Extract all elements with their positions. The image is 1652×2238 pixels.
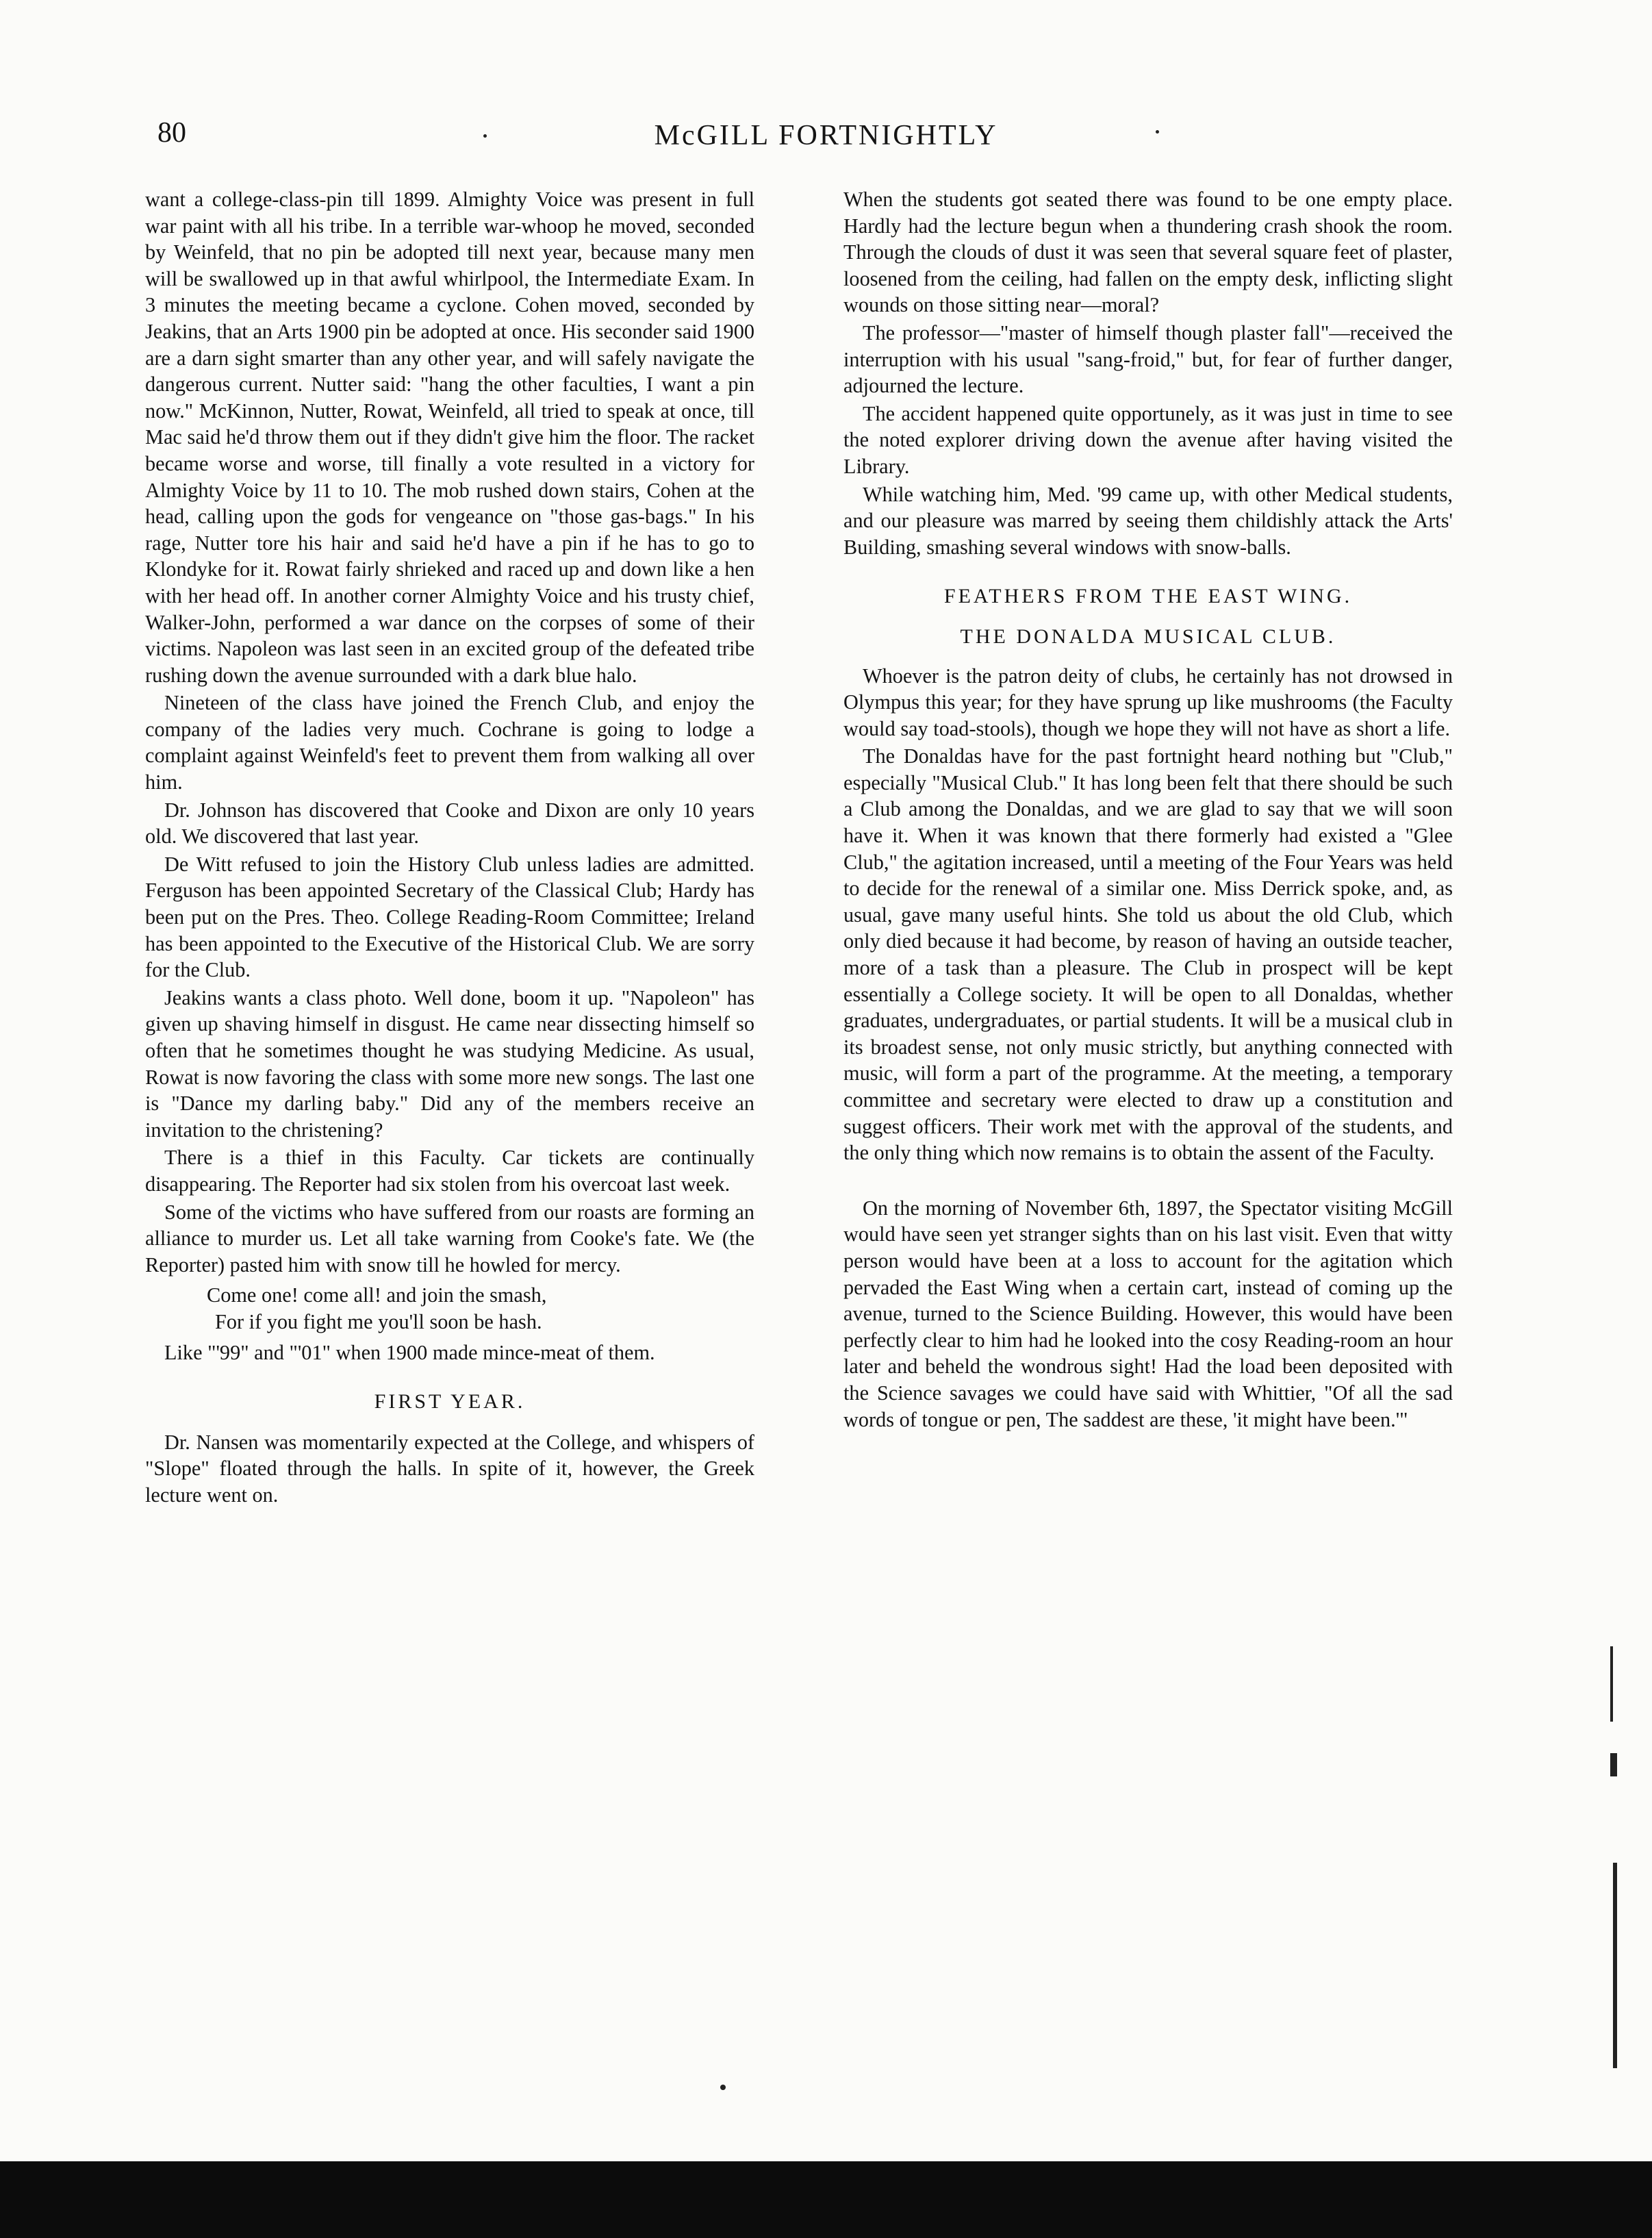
scan-margin-mark: [1610, 1753, 1617, 1776]
paragraph: There is a thief in this Faculty. Car tickets are continually disappearing. The Reporter had six stolen from his overcoat last week.: [145, 1146, 754, 1196]
paragraph: The accident happened quite opportunely, as it was just in time to see the noted explorer driving down the avenue after having visited the Library.: [843, 401, 1453, 478]
print-speck: [720, 2085, 726, 2090]
section-heading-first-year: FIRST YEAR.: [374, 1390, 526, 1413]
paragraph: De Witt refused to join the History Club unless ladies are admitted. Ferguson has been appointed Secretary of the Classical Club; Hardy has been put on the Pres. Theo. College Reading-Room Committee; Ireland has been appointed to the Executive of the Historical Club. We are sorry for the Club.: [145, 852, 754, 982]
paragraph: Nineteen of the class have joined the French Club, and enjoy the company of the ladies very much. Cochrane is going to lodge a complaint against Weinfeld's feet to prevent them from walking all over him.: [145, 691, 754, 794]
scan-margin-mark: [1610, 1646, 1613, 1722]
paragraph: Dr. Nansen was momentarily expected at the College, and whispers of "Slope" floated through the halls. In spite of it, however, the Greek lecture went on.: [145, 1430, 754, 1507]
scan-margin-mark: [1613, 1863, 1617, 2068]
paragraph: Whoever is the patron deity of clubs, he certainly has not drowsed in Olympus this year; for they have sprung up like mushrooms (the Faculty would say toad-stools), though we hope they will not have as short a life.: [843, 664, 1453, 740]
paragraph: When the students got seated there was found to be one empty place. Hardly had the lecture begun when a thundering crash shook the room. Through the clouds of dust it was seen that several square feet of plaster, loosened from the ceiling, had fallen on the empty desk, inflicting slight wounds on those sitting near—moral?: [843, 188, 1453, 317]
paragraph: Dr. Johnson has discovered that Cooke and Dixon are only 10 years old. We discovered that last year.: [145, 798, 754, 848]
page-header: [0, 116, 1652, 164]
running-head: McGILL FORTNIGHTLY: [654, 120, 998, 151]
paragraph: Jeakins wants a class photo. Well done, boom it up. "Napoleon" has given up shaving himself in disgust. He came near dissecting himself so often that he sometimes thought he was studying Medicine. As usual, Rowat is now favoring the class with some more new songs. The last one is "Dance my darling baby." Did any of the members receive an invitation to the christening?: [145, 985, 754, 1142]
paragraph: On the morning of November 6th, 1897, the Spectator visiting McGill would have seen yet stranger sights than on his last visit. Even that witty person would have been at a loss to account for the agitation which pervaded the East Wing when a certain cart, instead of coming up the avenue, turned to the Science Building. However, this would have been perfectly clear to him had he looked into the cosy Reading-room an hour later and beheld the wondrous sight! Had the load been deposited with the Science savages we could have said with Whittier, "Of all the sad words of tongue or pen, The saddest are these, 'it might have been.'": [843, 1196, 1453, 1431]
print-speck: [483, 134, 487, 138]
verse-line: Come one! come all! and join the smash,: [207, 1283, 547, 1307]
right-column: [843, 186, 1453, 1434]
paragraph: The Donaldas have for the past fortnight heard nothing but "Club," especially "Musical Club." It has long been felt that there should be such a Club among the Donaldas, and we are glad to say that we will soon have it. When it was known that there formerly had existed a "Glee Club," the agitation increased, until a meeting of the Four Years was held to decide for the renewal of a similar one. Miss Derrick spoke, and, as usual, gave many useful hints. She told us about the old Club, which only died because it had become, by reason of having an outside teacher, more of a task than a pleasure. The Club in prospect will be kept essentially a College society. It will be open to all Donaldas, whether graduates, undergraduates, or partial students. It will be a musical club in its broadest sense, not only music strictly, but anything connected with music, will form a part of the programme. At the meeting, a temporary committee and secretary were elected to draw up a constitution and suggest officers. Their work met with the approval of the students, and the only thing which now remains is to obtain the assent of the Faculty.: [843, 744, 1453, 1165]
page-number: 80: [157, 117, 186, 149]
paragraph: The professor—"master of himself though plaster fall"—received the interruption with his usual "sang-froid," but, for fear of further danger, adjourned the lecture.: [843, 320, 1453, 398]
left-column: [145, 186, 754, 1510]
paragraph: Like "'99" and "'01" when 1900 made mince-meat of them.: [164, 1340, 655, 1364]
verse: [145, 1282, 754, 1335]
paragraph: While watching him, Med. '99 came up, with other Medical students, and our pleasure was marred by seeing them childishly attack the Arts' Building, smashing several windows with snow-balls.: [843, 482, 1453, 559]
paragraph: want a college-class-pin till 1899. Almighty Voice was present in full war paint with all his tribe. In a terrible war-whoop he moved, seconded by Weinfeld, that no pin be adopted till next year, because many men will be swallowed up in that awful whirlpool, the Intermediate Exam. In 3 minutes the meeting became a cyclone. Cohen moved, seconded by Jeakins, that an Arts 1900 pin be adopted at once. His seconder said 1900 are a darn sight smarter than any other year, and will safely navigate the dangerous current. Nutter said: "hang the other faculties, I want a pin now." McKinnon, Nutter, Rowat, Weinfeld, all tried to speak at once, till Mac said he'd throw them out if they didn't give him the floor. The racket became worse and worse, till finally a vote resulted in a victory for Almighty Voice by 11 to 10. The mob rushed down stairs, Cohen at the head, calling upon the gods for vengeance on "those gas-bags." In his rage, Nutter tore his hair and said he'd have a pin if he has to go to Klondyke for it. Rowat fairly shrieked and raced up and down like a hen with her head off. In another corner Almighty Voice and his trusty chief, Walker-John, performed a war dance on the corpses of some of their victims. Napoleon was last seen in an excited group of the defeated tribe rushing down the avenue surrounded with a dark blue halo.: [145, 188, 754, 687]
verse-line: For if you fight me you'll soon be hash.: [215, 1309, 542, 1333]
section-heading-donalda: THE DONALDA MUSICAL CLUB.: [960, 625, 1336, 648]
scan-border-bar: [0, 2161, 1652, 2238]
spacer: [843, 1168, 1453, 1195]
print-speck: [1156, 130, 1159, 134]
section-heading-feathers: FEATHERS FROM THE EAST WING.: [943, 585, 1353, 608]
paragraph: Some of the victims who have suffered from our roasts are forming an alliance to murder us. Let all take warning from Cooke's fate. We (the Reporter) pasted him with snow till he howled for mercy.: [145, 1200, 754, 1277]
